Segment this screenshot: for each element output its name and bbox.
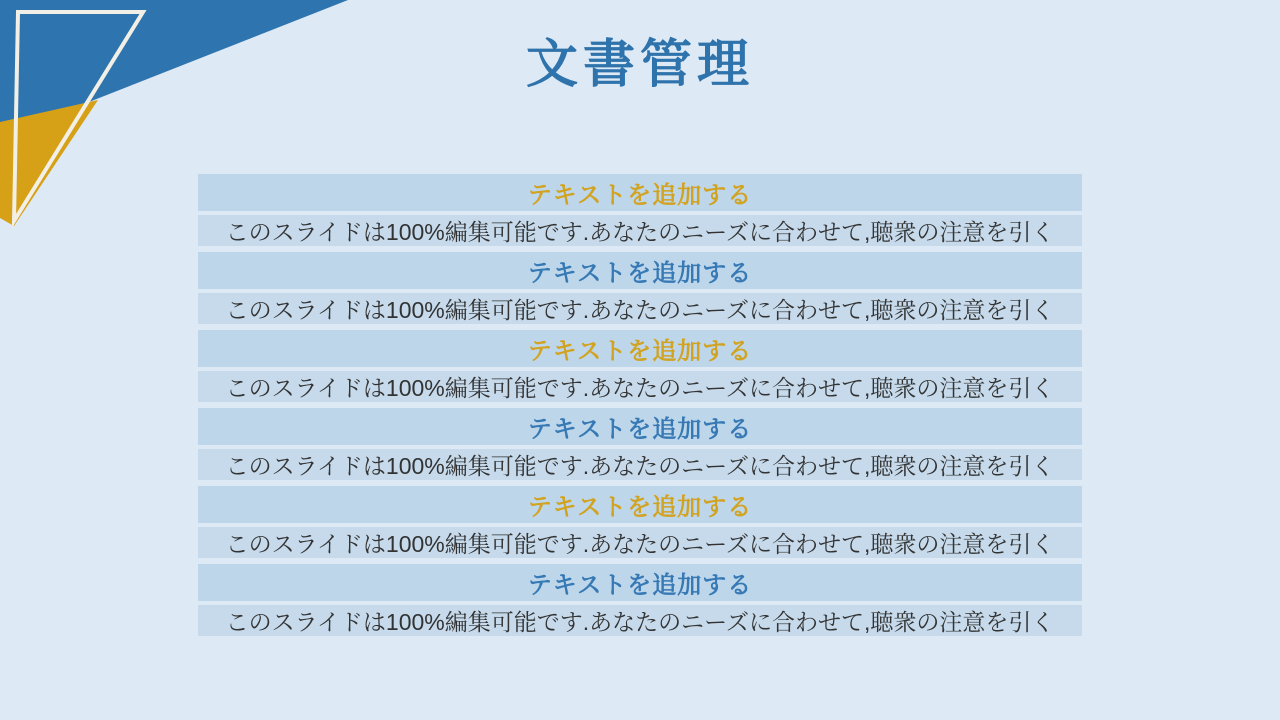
text-section xyxy=(198,408,1082,480)
section-header-placeholder[interactable]: テキストを追加する xyxy=(198,174,1082,211)
text-section xyxy=(198,330,1082,402)
section-body-placeholder[interactable]: このスライドは100%編集可能です.あなたのニーズに合わせて,聴衆の注意を引く xyxy=(198,449,1082,480)
text-section xyxy=(198,252,1082,324)
section-header-placeholder[interactable]: テキストを追加する xyxy=(198,252,1082,289)
text-section xyxy=(198,564,1082,636)
section-header-placeholder[interactable]: テキストを追加する xyxy=(198,564,1082,601)
section-body-placeholder[interactable]: このスライドは100%編集可能です.あなたのニーズに合わせて,聴衆の注意を引く xyxy=(198,215,1082,246)
section-header-placeholder[interactable]: テキストを追加する xyxy=(198,330,1082,367)
slide-title: 文書管理 xyxy=(525,36,754,94)
section-body-placeholder[interactable]: このスライドは100%編集可能です.あなたのニーズに合わせて,聴衆の注意を引く xyxy=(198,293,1082,324)
text-section xyxy=(198,174,1082,246)
text-blocks xyxy=(198,174,1082,636)
section-body-placeholder[interactable]: このスライドは100%編集可能です.あなたのニーズに合わせて,聴衆の注意を引く xyxy=(198,605,1082,636)
section-body-placeholder[interactable]: このスライドは100%編集可能です.あなたのニーズに合わせて,聴衆の注意を引く xyxy=(198,371,1082,402)
section-header-placeholder[interactable]: テキストを追加する xyxy=(198,408,1082,445)
text-section xyxy=(198,486,1082,558)
gold-triangle-shape xyxy=(0,100,98,226)
section-body-placeholder[interactable]: このスライドは100%編集可能です.あなたのニーズに合わせて,聴衆の注意を引く xyxy=(198,527,1082,558)
section-header-placeholder[interactable]: テキストを追加する xyxy=(198,486,1082,523)
